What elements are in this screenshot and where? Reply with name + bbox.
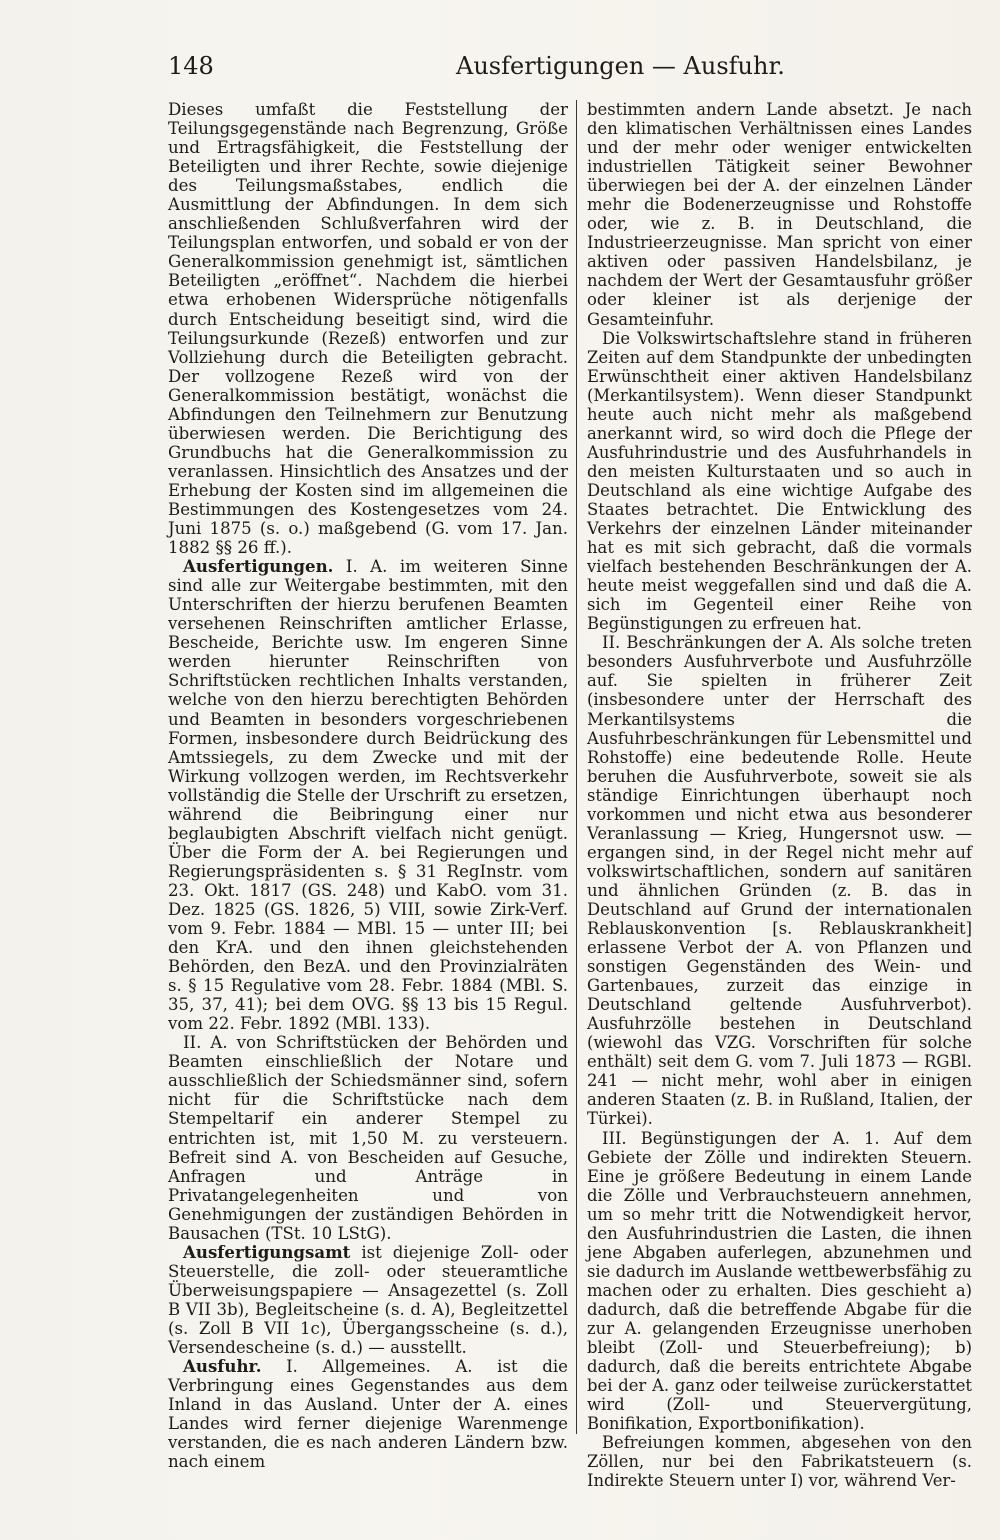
page-header [168, 52, 968, 92]
paragraph: II. A. von Schriftstücken der Behörden und Beamten einschließlich der Notare und ausschließlich der Schiedsmänner sind, sofern nicht für die Schriftstücke nach dem Stempeltarif ein anderer Stempel zu entrichten ist, mit 1,50 M. zu versteuern. Befreit sind A. von Bescheiden auf Gesuche, Anfragen und Anträge in Privatangelegenheiten und von Genehmigungen der zuständigen Behörden in Bausachen (TSt. 10 LStG). [168, 1033, 568, 1243]
entry-headword: Ausfertigungsamt [183, 1241, 351, 1262]
entry-headword: Ausfuhr. [183, 1356, 262, 1377]
entry-ausfertigungen: Ausfertigungen. I. A. im weiteren Sinne sind alle zur Weitergabe bestimmten, mit den Unterschriften der hierzu berufenen Beamten versehenen Reinschriften amtlicher Erlasse, Bescheide, Berichte usw. Im engeren Sinne werden hierunter Reinschriften von Schriftstücken rechtlichen Inhalts verstanden, welche von den hierzu berechtigten Behörden und Beamten in besonders vorgeschriebenen Formen, insbesondere durch Beidrückung des Amtssiegels, zu dem Zwecke und mit der Wirkung vollzogen werden, im Rechtsverkehr vollständig die Stelle der Urschrift zu ersetzen, während die Beibringung einer nur beglaubigten Abschrift vielfach nicht genügt. Über die Form der A. bei Regierungen und Regierungspräsidenten s. § 31 RegInstr. vom 23. Okt. 1817 (GS. 248) und KabO. vom 31. Dez. 1825 (GS. 1826, 5) VIII, sowie Zirk-Verf. vom 9. Febr. 1884 — MBl. 15 — unter III; bei den KrA. und den ihnen gleichstehenden Behörden, den BezA. und den Provinzialräten s. § 15 Regulative vom 28. Febr. 1884 (MBl. S. 35, 37, 41); bei dem OVG. §§ 13 bis 15 Regul. vom 22. Febr. 1892 (MBl. 133). [168, 556, 568, 1034]
entry-headword: Ausfertigungen. [183, 556, 334, 577]
right-column [587, 100, 972, 1490]
paragraph-continued: Dieses umfaßt die Feststellung der Teilungsgegenstände nach Begrenzung, Größe und Ertragsfähigkeit, die Feststellung der Beteiligten und ihrer Rechte, sowie diejenige des Teilungsmaßstabes, endlich die Ausmittlung der Abfindungen. In dem sich anschließenden Schlußverfahren wird der Teilungsplan entworfen, und sobald er von der Generalkommission genehmigt ist, sämtlichen Beteiligten „eröffnet“. Nachdem die hierbei etwa erhobenen Widersprüche nötigenfalls durch Entscheidung beseitigt sind, wird die Teilungsurkunde (Rezeß) entworfen und zur Vollziehung durch die Beteiligten gebracht. Der vollzogene Rezeß wird von der Generalkommission bestätigt, wonächst die Abfindungen den Teilnehmern zur Benutzung überwiesen werden. Die Berichtigung des Grundbuchs hat die Generalkommission zu veranlassen. Hinsichtlich des Ansatzes und der Erhebung der Kosten sind im allgemeinen die Bestimmungen des Kostengesetzes vom 24. Juni 1875 (s. o.) maßgebend (G. vom 17. Jan. 1882 §§ 26 ff.). [168, 100, 568, 558]
section-beschraenkungen: II. Beschränkungen der A. Als solche treten besonders Ausfuhrverbote und Ausfuhrzölle auf. Sie spielten in früherer Zeit (insbesondere unter der Herrschaft des Merkantilsystems die Ausfuhrbeschränkungen für Lebensmittel und Rohstoffe) eine bedeutende Rolle. Heute beruhen die Ausfuhrverbote, soweit sie als ständige Einrichtungen überhaupt noch vorkommen und nicht etwa aus besonderer Veranlassung — Krieg, Hungersnot usw. — ergangen sind, in der Regel nicht mehr auf volkswirtschaftlichen, sondern auf sanitären und ähnlichen Gründen (z. B. das in Deutschland auf Grund der internationalen Reblauskonvention [s. Reblauskrankheit] erlassene Verbot der A. von Pflanzen und sonstigen Gegenständen des Wein- und Gartenbaues, zurzeit das einzige in Deutschland geltende Ausfuhrverbot). Ausfuhrzölle bestehen in Deutschland (wiewohl das VZG. Vorschriften für solche enthält) seit dem G. vom 7. Juli 1873 — RGBl. 241 — nicht mehr, wohl aber in einigen anderen Staaten (z. B. in Rußland, Italien, der Türkei). [587, 633, 972, 1129]
entry-ausfertigungsamt: Ausfertigungsamt ist diejenige Zoll- oder Steuerstelle, die zoll- oder steueramtliche Überweisungspapiere — Ansagezettel (s. Zoll B VII 3b), Begleitscheine (s. d. A), Begleitzettel (s. Zoll B VII 1c), Übergangsscheine (s. d.), Versendescheine (s. d.) — ausstellt. [168, 1241, 568, 1358]
left-column [168, 100, 568, 1471]
page-number: 148 [168, 52, 214, 80]
running-title: Ausfertigungen — Ausfuhr. [456, 52, 785, 80]
entry-ausfuhr: Ausfuhr. I. Allgemeines. A. ist die Verbringung eines Gegenstandes aus dem Inland in das Ausland. Unter der A. eines Landes wird ferner diejenige Warenmenge verstanden, die es nach anderen Ländern bzw. nach einem [168, 1356, 568, 1472]
section-beguenstigungen: III. Begünstigungen der A. 1. Auf dem Gebiete der Zölle und indirekten Steuern. Eine je größere Bedeutung in einem Lande die Zölle und Verbrauchsteuern annehmen, um so mehr tritt die Notwendigkeit hervor, den Ausfuhrindustrien die Lasten, die ihnen jene Abgaben auferlegen, abzunehmen und sie dadurch im Auslande wettbewerbsfähig zu machen oder zu erhalten. Dies geschieht a) dadurch, daß die betreffende Abgabe für die zur A. gelangenden Erzeugnisse unerhoben bleibt (Zoll- und Steuerbefreiung); b) dadurch, daß die bereits entrichtete Abgabe bei der A. ganz oder teilweise zurückerstattet wird (Zoll- und Steuervergütung, Bonifikation, Exportbonifikation). [587, 1128, 972, 1434]
paragraph: Die Volkswirtschaftslehre stand in früheren Zeiten auf dem Standpunkte der unbedingten Erwünschtheit einer aktiven Handelsbilanz (Merkantilsystem). Wenn dieser Standpunkt heute auch nicht mehr als maßgebend anerkannt wird, so wird doch die Pflege der Ausfuhrindustrie und des Ausfuhrhandels in den meisten Kulturstaaten und so auch in Deutschland als eine wichtige Aufgabe des Staates betrachtet. Die Entwicklung des Verkehrs der einzelnen Länder miteinander hat es mit sich gebracht, daß die vormals vielfach bestehenden Beschränkungen der A. heute meist weggefallen sind und daß die A. sich im Gegenteil einer Reihe von Begünstigungen zu erfreuen hat. [587, 328, 972, 634]
paragraph: Befreiungen kommen, abgesehen von den Zöllen, nur bei den Fabrikatsteuern (s. Indirekte Steuern unter I) vor, während Ver- [587, 1433, 972, 1491]
column-divider [576, 100, 577, 1434]
paragraph-continued: bestimmten andern Lande absetzt. Je nach den klimatischen Verhältnissen eines Landes und der mehr oder weniger entwickelten industriellen Tätigkeit seiner Bewohner überwiegen bei der A. der einzelnen Länder mehr die Bodenerzeugnisse und Rohstoffe oder, wie z. B. in Deutschland, die Industrieerzeugnisse. Man spricht von einer aktiven oder passiven Handelsbilanz, je nachdem der Wert der Gesamtausfuhr größer oder kleiner ist als derjenige der Gesamteinfuhr. [587, 100, 972, 329]
